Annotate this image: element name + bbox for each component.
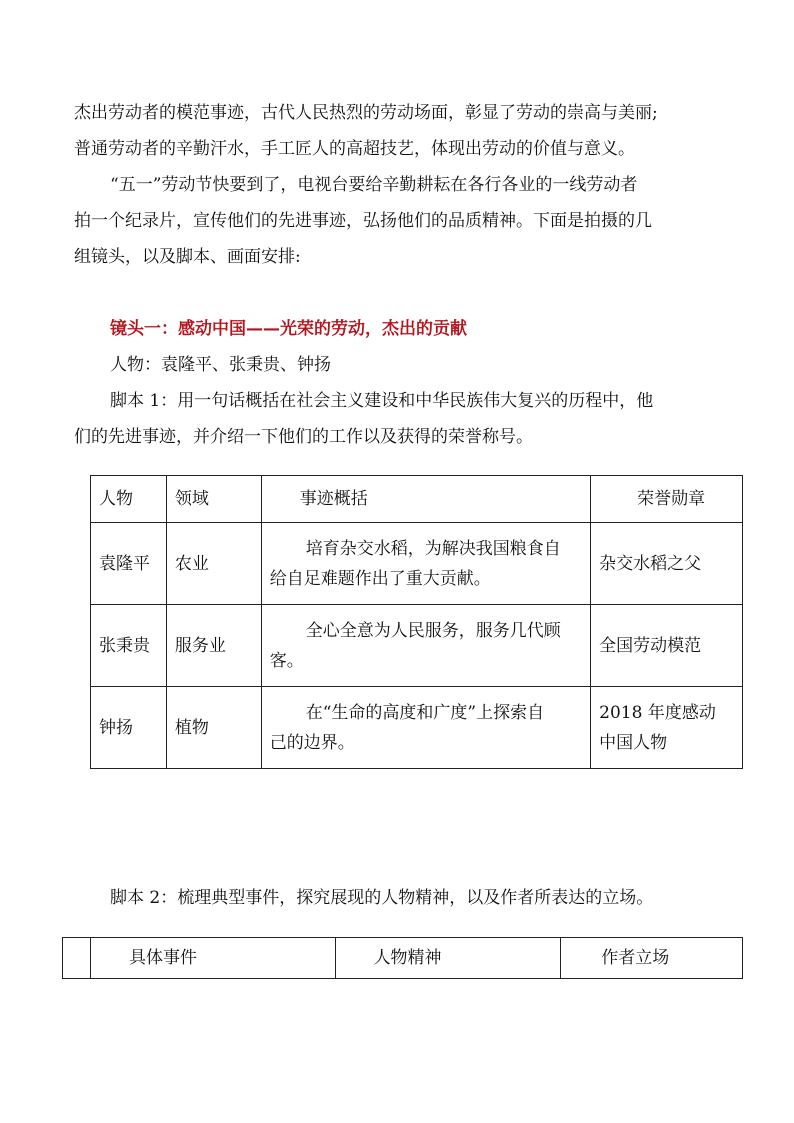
blank-cell	[63, 938, 91, 979]
col-header-spirit: 人物精神	[335, 938, 561, 979]
intro-line-4: 拍一个纪录片，宣传他们的先进事迹，弘扬他们的品质精神。下面是拍摄的几	[74, 211, 652, 231]
table-row	[91, 687, 743, 769]
honor-table	[90, 475, 743, 769]
intro-line-1: 杰出劳动者的模范事迹，古代人民热烈的劳动场面，彰显了劳动的崇高与美丽;	[74, 103, 658, 123]
deed-line: 在“生命的高度和广度”上探索自	[305, 702, 545, 723]
deed-cell	[261, 687, 590, 769]
shot1-heading: 镜头一：感动中国——光荣的劳动，杰出的贡献	[110, 319, 467, 339]
field-cell: 农业	[166, 523, 261, 605]
col-header-honor: 荣誉勋章	[591, 476, 743, 523]
honor-line: 2018 年度感动	[599, 702, 716, 723]
shot1-people: 人物：袁隆平、张秉贵、钟扬	[110, 355, 331, 375]
col-header-deed: 事迹概括	[261, 476, 590, 523]
honor-line: 中国人物	[599, 732, 668, 753]
person-cell: 钟扬	[91, 687, 167, 769]
deed-line: 客。	[269, 650, 304, 671]
deed-line: 己的边界。	[269, 732, 355, 753]
col-header-stance: 作者立场	[561, 938, 743, 979]
shot1-script1-line2: 们的先进事迹，并介绍一下他们的工作以及获得的荣誉称号。	[74, 427, 533, 447]
deed-line: 给自足难题作出了重大贡献。	[269, 568, 491, 589]
honor-cell	[591, 605, 743, 687]
honor-line: 全国劳动模范	[599, 635, 702, 656]
field-cell: 服务业	[166, 605, 261, 687]
script2-text: 脚本 2：梳理典型事件，探究展现的人物精神，以及作者所表达的立场。	[110, 888, 654, 908]
col-header-field: 领域	[166, 476, 261, 523]
table-header-row	[91, 476, 743, 523]
deed-line: 全心全意为人民服务，服务几代顾	[305, 620, 561, 641]
person-cell: 张秉贵	[91, 605, 167, 687]
person-cell: 袁隆平	[91, 523, 167, 605]
field-cell: 植物	[166, 687, 261, 769]
deed-cell	[261, 523, 590, 605]
intro-line-2: 普通劳动者的辛勤汗水，手工匠人的高超技艺，体现出劳动的价值与意义。	[74, 139, 635, 159]
deed-cell	[261, 605, 590, 687]
honor-line: 杂交水稻之父	[599, 553, 702, 574]
col-header-person: 人物	[91, 476, 167, 523]
intro-line-5: 组镜头，以及脚本、画面安排:	[74, 247, 301, 267]
table-row	[91, 605, 743, 687]
table-header-row	[63, 938, 743, 979]
honor-cell	[591, 523, 743, 605]
shot1-script1-line1: 脚本 1：用一句话概括在社会主义建设和中华民族伟大复兴的历程中，他	[110, 391, 654, 411]
honor-cell	[591, 687, 743, 769]
table-row	[91, 523, 743, 605]
analysis-table	[62, 937, 743, 979]
col-header-event: 具体事件	[90, 938, 335, 979]
deed-line: 培育杂交水稻，为解决我国粮食自	[305, 538, 561, 559]
intro-line-3: “五一”劳动节快要到了，电视台要给辛勤耕耘在各行各业的一线劳动者	[110, 175, 638, 195]
